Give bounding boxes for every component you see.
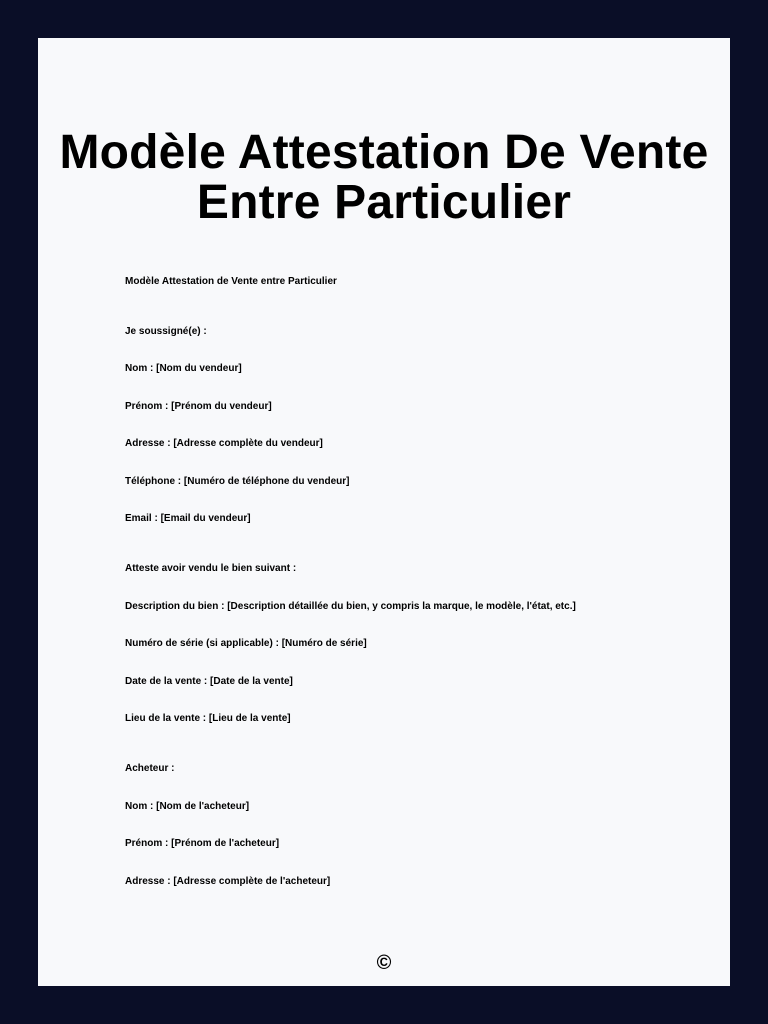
sale-intro: Atteste avoir vendu le bien suivant :: [125, 563, 297, 574]
item-serial: Numéro de série (si applicable) : [Numéro de série]: [125, 638, 367, 649]
buyer-name: Nom : [Nom de l'acheteur]: [125, 801, 250, 812]
seller-firstname: Prénom : [Prénom du vendeur]: [125, 401, 272, 412]
buyer-heading: Acheteur :: [125, 763, 175, 774]
buyer-address: Adresse : [Adresse complète de l'acheteur]: [125, 876, 331, 887]
seller-address: Adresse : [Adresse complète du vendeur]: [125, 438, 323, 449]
seller-intro: Je soussigné(e) :: [125, 326, 207, 337]
item-description: Description du bien : [Description détaillée du bien, y compris la marque, le modèle, l'état, etc.]: [125, 601, 576, 612]
seller-email: Email : [Email du vendeur]: [125, 513, 251, 524]
sale-date: Date de la vente : [Date de la vente]: [125, 676, 293, 687]
copyright-icon: ©: [376, 952, 392, 974]
title-line-2: Entre Particulier: [196, 176, 572, 229]
document-page: [38, 38, 730, 986]
document-heading: Modèle Attestation de Vente entre Particulier: [125, 276, 337, 287]
title-line-1: Modèle Attestation De Vente: [59, 126, 709, 179]
sale-place: Lieu de la vente : [Lieu de la vente]: [125, 713, 291, 724]
seller-phone: Téléphone : [Numéro de téléphone du vendeur]: [125, 476, 350, 487]
page-title: [38, 128, 730, 228]
buyer-firstname: Prénom : [Prénom de l'acheteur]: [125, 838, 280, 849]
seller-name: Nom : [Nom du vendeur]: [125, 363, 242, 374]
